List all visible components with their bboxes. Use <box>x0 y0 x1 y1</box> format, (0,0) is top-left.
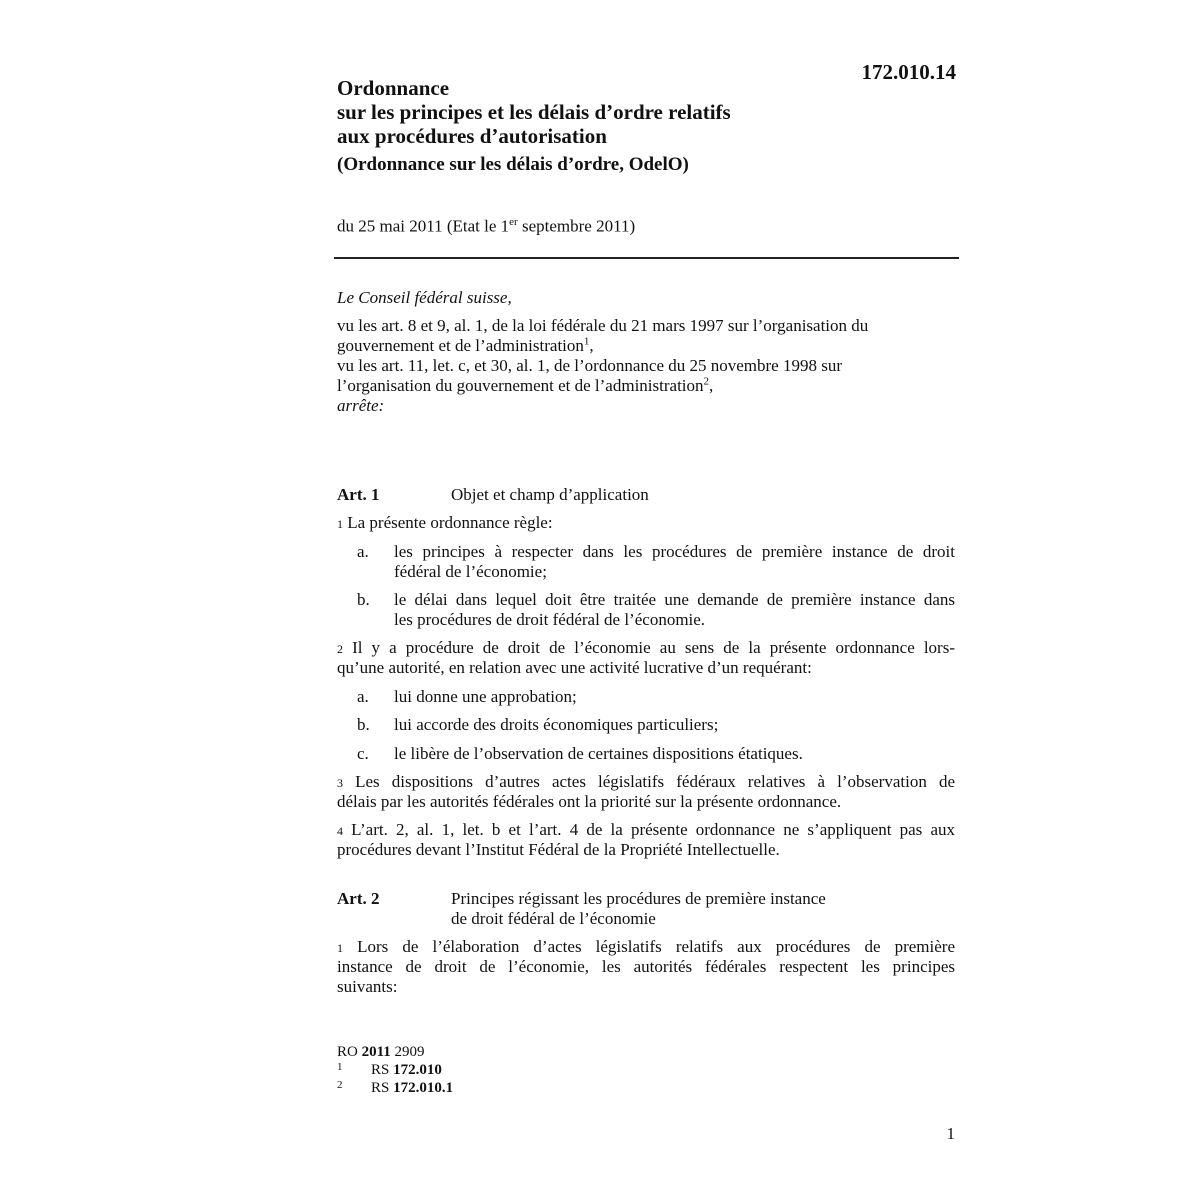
list-item-text: le délai dans lequel doit être traitée une demande de première instance dans <box>394 590 955 609</box>
list-item-text: lui donne une approbation; <box>394 687 577 706</box>
title-line: aux procédures d’autorisation <box>337 124 607 148</box>
article-2-paragraph-1 <box>337 937 955 997</box>
header-divider <box>334 257 959 259</box>
date-prefix: du 25 mai 2011 (Etat le 1 <box>337 216 510 236</box>
page-number: 1 <box>946 1124 955 1143</box>
paragraph-text: qu’une autorité, en relation avec une activité lucrative d’un requérant: <box>337 658 812 677</box>
document-title <box>337 76 857 148</box>
list-item-text: les procédures de droit fédéral de l’économie. <box>394 610 706 629</box>
article-number: Art. 1 <box>337 485 380 504</box>
list-item-text: fédéral de l’économie; <box>394 562 547 581</box>
date-line <box>337 216 635 237</box>
article-1-paragraph-3 <box>337 772 955 812</box>
preamble-text: l’organisation du gouvernement et de l’administration <box>337 376 704 395</box>
footnote-reference[interactable]: 172.010.1 <box>393 1080 454 1096</box>
preamble-punct: , <box>589 336 594 355</box>
ro-year: 2011 <box>361 1044 391 1060</box>
ro-prefix: RO <box>337 1044 362 1060</box>
paragraph-text: suivants: <box>337 977 398 996</box>
footnote-ro <box>337 1043 425 1061</box>
preamble-line: vu les art. 11, let. c, et 30, al. 1, de l’ordonnance du 25 novembre 1998 sur <box>337 356 842 375</box>
paragraph-number: 1 <box>337 941 343 955</box>
list-item-letter: c. <box>357 744 369 763</box>
footnote-prefix: RS <box>371 1062 394 1078</box>
short-title: (Ordonnance sur les délais d’ordre, OdelO) <box>337 154 689 175</box>
sr-number: 172.010.14 <box>861 60 956 84</box>
list-item-letter: b. <box>357 715 370 734</box>
footnote-number: 2 <box>337 1079 343 1091</box>
article-title: Principes régissant les procédures de première instance <box>451 889 826 908</box>
article-1-paragraph-1 <box>337 513 955 533</box>
preamble-punct: , <box>709 376 714 395</box>
footnote-ref[interactable]: 2 <box>703 375 710 388</box>
preamble-line <box>337 336 957 356</box>
preamble-line <box>337 376 957 396</box>
preamble-decree: arrête: <box>337 396 385 415</box>
footnote-ref[interactable]: 1 <box>583 335 590 348</box>
list-item-letter: a. <box>357 687 369 706</box>
article-1-paragraph-2 <box>337 638 955 678</box>
paragraph-text: L’art. 2, al. 1, let. b et l’art. 4 de la présente ordonnance ne s’appliquent pas aux <box>343 820 955 839</box>
paragraph-text: La présente ordonnance règle: <box>343 513 553 532</box>
ro-page: 2909 <box>390 1044 425 1060</box>
title-line: sur les principes et les délais d’ordre relatifs <box>337 100 731 124</box>
paragraph-text: Lors de l’élaboration d’actes législatifs relatifs aux procédures de première <box>343 937 955 956</box>
footnotes <box>337 1043 454 1097</box>
title-line: Ordonnance <box>337 76 450 100</box>
article-title: Objet et champ d’application <box>451 485 649 504</box>
footnote <box>337 1061 442 1079</box>
list-item-text: lui accorde des droits économiques particuliers; <box>394 715 719 734</box>
footnote <box>337 1079 454 1097</box>
list-item-text: les principes à respecter dans les procédures de première instance de droit <box>394 542 955 561</box>
article-number: Art. 2 <box>337 889 380 908</box>
paragraph-text: Il y a procédure de droit de l’économie au sens de la présente ordonnance lors- <box>343 638 955 657</box>
article-1-paragraph-4 <box>337 820 955 860</box>
date-suffix: septembre 2011) <box>517 216 636 236</box>
paragraph-number: 2 <box>337 642 343 656</box>
list-item-letter: b. <box>357 590 370 609</box>
paragraph-text: délais par les autorités fédérales ont la priorité sur la présente ordonnance. <box>337 792 842 811</box>
article-title: de droit fédéral de l’économie <box>451 909 656 928</box>
list-item-letter: a. <box>357 542 369 561</box>
preamble-text: gouvernement et de l’administration <box>337 336 584 355</box>
paragraph-number: 3 <box>337 776 343 790</box>
paragraph-text: Les dispositions d’autres actes législatifs fédéraux relatives à l’observation de <box>343 772 955 791</box>
paragraph-number: 1 <box>337 517 343 531</box>
list-item-text: le libère de l’observation de certaines dispositions étatiques. <box>394 744 803 763</box>
footnote-prefix: RS <box>371 1080 394 1096</box>
preamble-authority: Le Conseil fédéral suisse, <box>337 288 512 307</box>
footnote-number: 1 <box>337 1061 343 1073</box>
paragraph-number: 4 <box>337 824 343 838</box>
preamble <box>337 288 957 416</box>
preamble-line: vu les art. 8 et 9, al. 1, de la loi fédérale du 21 mars 1997 sur l’organisation du <box>337 316 869 335</box>
footnote-reference[interactable]: 172.010 <box>393 1062 442 1078</box>
paragraph-text: procédures devant l’Institut Fédéral de la Propriété Intellectuelle. <box>337 840 780 859</box>
paragraph-text: instance de droit de l’économie, les autorités fédérales respectent les principes <box>337 957 955 976</box>
date-superscript: er <box>509 216 518 228</box>
